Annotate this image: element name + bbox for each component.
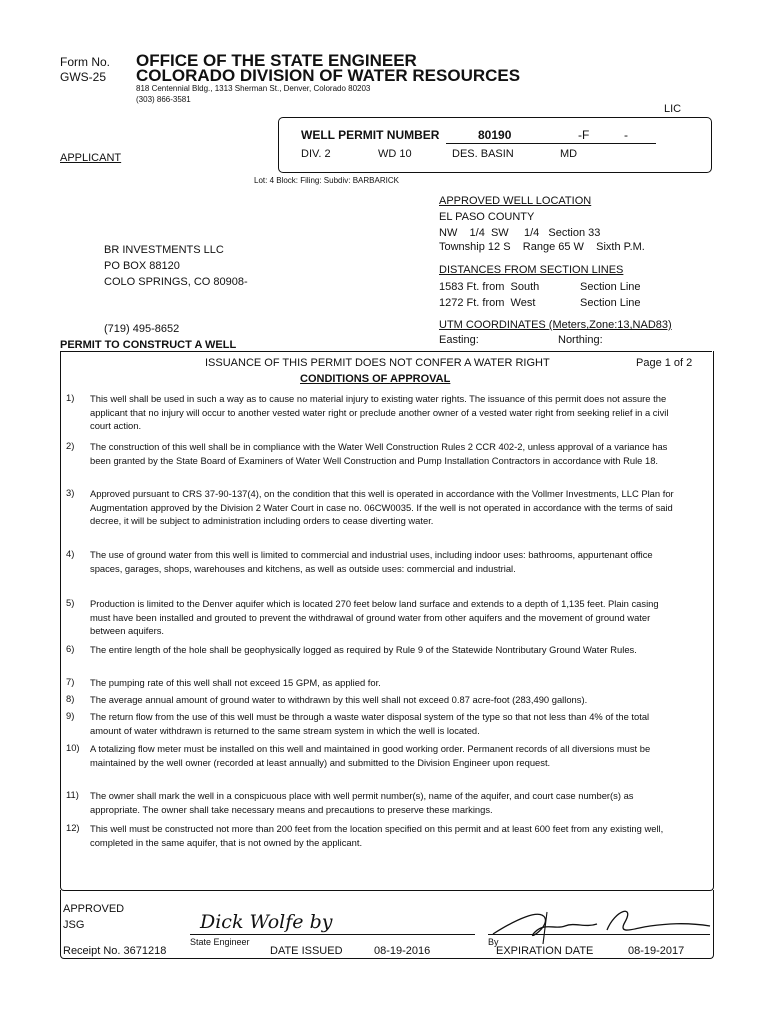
permit-dash: - (624, 128, 628, 142)
lic-label: LIC (664, 103, 682, 115)
condition-text: The pumping rate of this well shall not exceed 15 GPM, as applied for. (90, 677, 381, 688)
condition-number: 7) (66, 676, 75, 687)
condition-text: This well must be constructed not more than 200 feet from the location specified on this permit and at least 600 feet from any existing well, completed in the same aquifer, that is not owned by the applicant. (90, 823, 664, 848)
condition-number: 6) (66, 643, 75, 654)
approver-initials: JSG (63, 919, 85, 931)
applicant-phone: (719) 495-8652 (104, 323, 180, 335)
expiration-date: 08-19-2017 (628, 945, 685, 957)
location-title: APPROVED WELL LOCATION (439, 195, 592, 207)
condition-text: The owner shall mark the well in a conspicuous place with well permit number(s), name of the aquifer, and court case number(s) as appropriate. The owner shall take necessary means and precautions to preserve these markings. (90, 790, 634, 815)
condition-number: 3) (66, 487, 75, 498)
northing-label: Northing: (558, 334, 603, 346)
applicant-name: BR INVESTMENTS LLC (104, 244, 224, 256)
date-issued-label: DATE ISSUED (270, 945, 343, 957)
permit-number-box (278, 117, 712, 173)
condition-number: 11) (66, 789, 79, 800)
applicant-city: COLO SPRINGS, CO 80908- (104, 276, 248, 288)
approved-label: APPROVED (63, 903, 125, 915)
condition-number: 10) (66, 742, 80, 753)
receipt-number: Receipt No. 3671218 (63, 945, 167, 957)
expiration-label: EXPIRATION DATE (496, 945, 594, 957)
page-label: Page 1 of 2 (636, 357, 693, 369)
distance-west-line: Section Line (580, 297, 641, 309)
utm-title: UTM COORDINATES (Meters,Zone:13,NAD83) (439, 319, 672, 331)
state-engineer-signature: Dick Wolfe by (200, 911, 333, 933)
condition-text: Approved pursuant to CRS 37-90-137(4), on the condition that this well is operated in accordance with the Vollmer Investments, LLC Plan for Augmentation approved by the Division 2 Water Court in case no. 06CW0035. If the well is not operated in accordance with the terms of said decree, it will be subject to administration including orders to cease diverting water. (90, 488, 674, 526)
date-issued: 08-19-2016 (374, 945, 431, 957)
office-phone: (303) 866-3581 (136, 95, 191, 104)
form-no-label: Form No. (60, 55, 111, 69)
applicant-label: APPLICANT (60, 152, 122, 164)
wd-label: WD 10 (378, 148, 412, 160)
form-code: GWS-25 (60, 70, 107, 84)
by-label: By (488, 937, 499, 947)
condition-text: Production is limited to the Denver aquifer which is located 270 feet below land surface and extends to a depth of 1,135 feet. Plain casing must have been installed and grouted to prevent the withdrawal of ground water from other aquifers and the movement of ground water between aquifers. (90, 598, 659, 636)
condition-number: 9) (66, 710, 75, 721)
condition-text: A totalizing flow meter must be installed on this well and maintained in good working order. Permanent records of all diversions must be maintained by the well owner (recorded at least annually) and submitted to the Division Engineer upon request. (90, 743, 651, 768)
condition-text: The average annual amount of ground water to withdrawn by this well shall not exceed 0.87 acre-foot (283,490 gallons). (90, 694, 588, 705)
condition-text: The construction of this well shall be in compliance with the Water Well Construction Rules 2 CCR 402-2, unless approval of a variance has been granted by the State Board of Examiners of Water Well Construction and Pump Installation Contractors in accordance with Rule 18. (90, 441, 668, 466)
distance-south: 1583 Ft. from South (439, 281, 540, 293)
distance-west: 1272 Ft. from West (439, 297, 536, 309)
div-label: DIV. 2 (301, 148, 331, 160)
permit-number: 80190 (478, 128, 512, 142)
condition-number: 1) (66, 392, 75, 403)
condition-number: 2) (66, 440, 75, 451)
condition-number: 12) (66, 822, 80, 833)
distance-south-line: Section Line (580, 281, 641, 293)
condition-number: 4) (66, 548, 75, 559)
permit-number-label: WELL PERMIT NUMBER (301, 128, 440, 142)
conditions-title: CONDITIONS OF APPROVAL (300, 373, 451, 385)
condition-text: This well shall be used in such a way as to cause no material injury to existing water rights. The issuance of this permit does not assure the applicant that no injury will occur to another vested water right or preclude another owner of a vested water right from seeking relief in a civil court action. (90, 393, 669, 431)
authorized-signature (485, 900, 715, 948)
issuance-notice: ISSUANCE OF THIS PERMIT DOES NOT CONFER A WATER RIGHT (205, 357, 550, 369)
quarter-section: NW 1/4 SW 1/4 Section 33 (439, 227, 601, 239)
des-basin-label: DES. BASIN (452, 148, 514, 160)
md-label: MD (560, 148, 578, 160)
condition-number: 5) (66, 597, 75, 608)
office-address: 818 Centennial Bldg., 1313 Sherman St., Denver, Colorado 80203 (136, 84, 371, 93)
condition-number: 8) (66, 693, 75, 704)
applicant-po-box: PO BOX 88120 (104, 260, 180, 272)
township-range: Township 12 S Range 65 W Sixth P.M. (439, 241, 645, 253)
permit-title: PERMIT TO CONSTRUCT A WELL (60, 339, 237, 351)
condition-text: The return flow from the use of this well must be through a waste water disposal system of the type so that not less than 4% of the total amount of water withdrawn is returned to the same stream system in which the well is located. (90, 711, 650, 736)
condition-text: The entire length of the hole shall be geophysically logged as required by Rule 9 of the Statewide Nontributary Ground Water Rules. (90, 644, 637, 655)
condition-text: The use of ground water from this well is limited to commercial and industrial uses, including indoor uses: bathrooms, appurtenant office spaces, garages, shops, warehouses and kitchens, as well as outside uses: commercial and industrial. (90, 549, 653, 574)
office-title: OFFICE OF THE STATE ENGINEER (136, 51, 417, 70)
county: EL PASO COUNTY (439, 211, 535, 223)
state-engineer-label: State Engineer (190, 937, 250, 947)
distances-title: DISTANCES FROM SECTION LINES (439, 264, 624, 276)
permit-suffix: -F (578, 128, 590, 142)
division-title: COLORADO DIVISION OF WATER RESOURCES (136, 66, 521, 85)
easting-label: Easting: (439, 334, 479, 346)
lot-line: Lot: 4 Block: Filing: Subdiv: BARBARICK (254, 176, 399, 185)
